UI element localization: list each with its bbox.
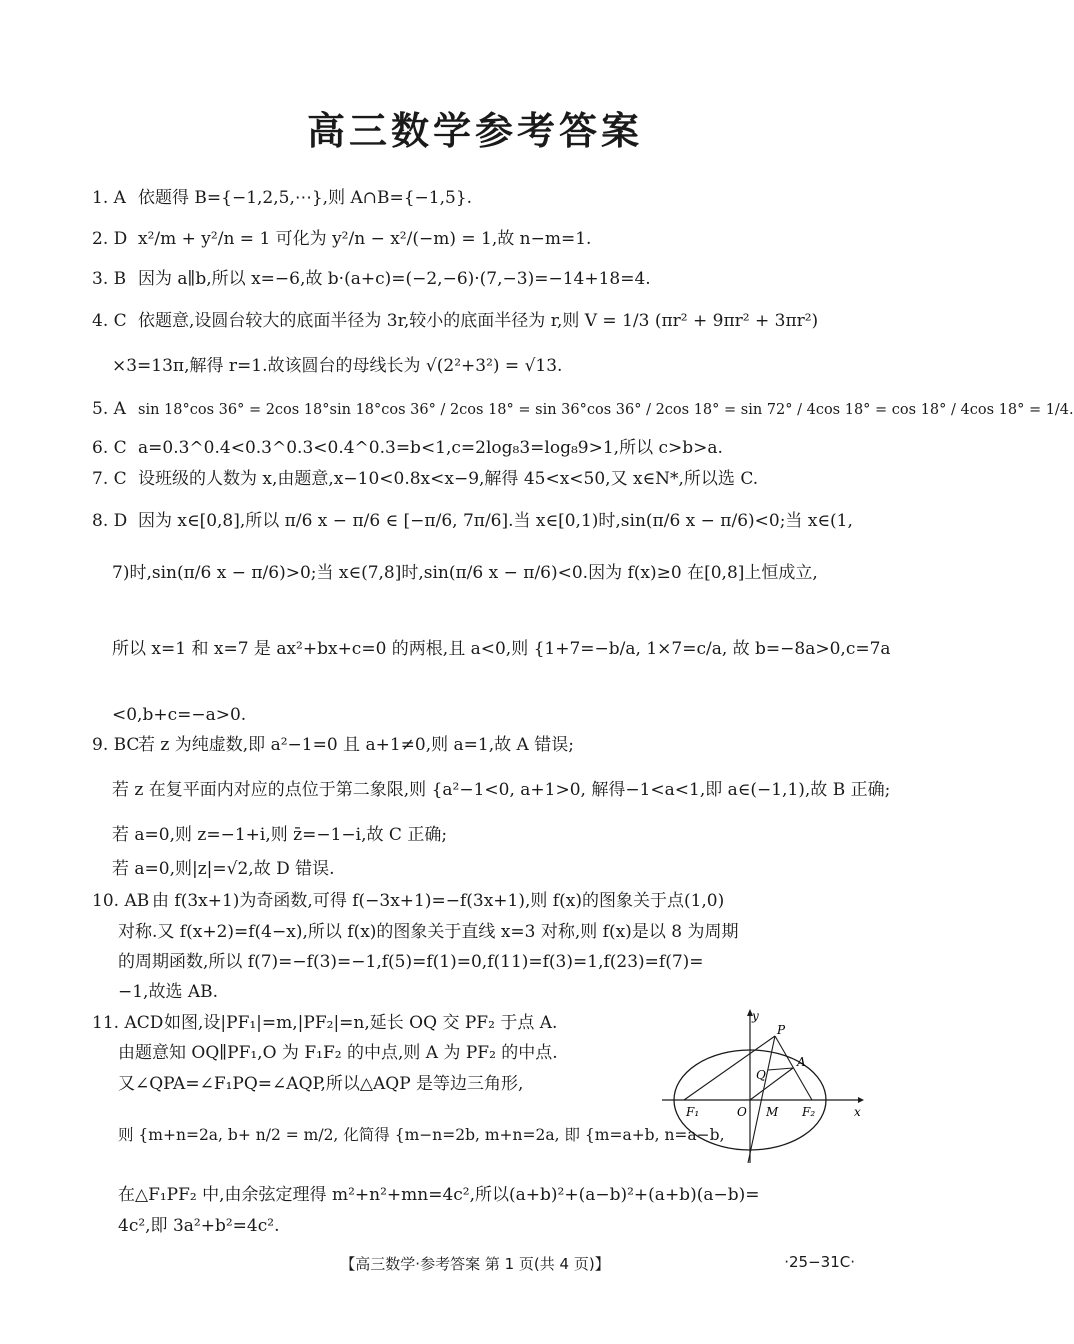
answer-text: 对称.又 f(x+2)=f(4−x),所以 f(x)的图象关于直线 x=3 对称,则 f(x)是以 8 为周期: [118, 922, 739, 942]
answer-line: [92, 734, 872, 756]
answer-line: [112, 779, 892, 801]
answer-line: [112, 824, 892, 846]
question-number: 6. C: [92, 438, 127, 458]
point-label-f1: F₁: [686, 1105, 700, 1119]
answer-text: 所以 x=1 和 x=7 是 ax²+bx+c=0 的两根,且 a<0,则 {1+7=−b/a, 1×7=c/a, 故 b=−8a>0,c=7a: [112, 639, 891, 659]
answer-line: [118, 1124, 725, 1146]
answer-text: 设班级的人数为 x,由题意,x−10<0.8x<x−9,解得 45<x<50,又 x∈N*,所以选 C.: [138, 469, 759, 489]
answer-text: 因为 x∈[0,8],所以 π/6 x − π/6 ∈ [−π/6, 7π/6].当 x∈[0,1)时,sin(π/6 x − π/6)<0;当 x∈(1,: [138, 511, 853, 531]
question-number: 8. D: [92, 511, 128, 531]
question-number: 1. A: [92, 188, 126, 208]
question-number: 4. C: [92, 311, 127, 331]
page-footer: [0, 1253, 950, 1277]
question-number: 2. D: [92, 229, 128, 249]
answer-text: a=0.3^0.4<0.3^0.3<0.4^0.3=b<1,c=2log₈3=log₈9>1,所以 c>b>a.: [138, 438, 723, 458]
page-title: 高三数学参考答案: [306, 109, 643, 153]
answer-line: [118, 1184, 898, 1206]
question-number: 5. A: [92, 399, 126, 419]
ellipse-diagram: [660, 1008, 865, 1168]
point-label-p: P: [777, 1023, 786, 1037]
answer-line: [112, 704, 892, 726]
footer-code: ·25−31C·: [784, 1253, 855, 1271]
question-number: 10. AB: [92, 891, 150, 911]
answer-line: [118, 951, 898, 973]
answer-line: [118, 1073, 658, 1095]
answer-line: [112, 858, 892, 880]
answer-line: [92, 228, 872, 250]
answer-text: x²/m + y²/n = 1 可化为 y²/n − x²/(−m) = 1,故 n−m=1.: [138, 229, 592, 249]
point-label-f2: F₂: [802, 1105, 816, 1119]
answer-line: [92, 510, 872, 532]
answer-text: 4c²,即 3a²+b²=4c².: [118, 1216, 280, 1236]
answer-line: [92, 398, 1074, 421]
answer-text: 依题得 B={−1,2,5,⋯},则 A∩B={−1,5}.: [138, 188, 473, 208]
answer-text: 则 {m+n=2a, b+ n/2 = m/2, 化简得 {m−n=2b, m+n=2a, 即 {m=a+b, n=a−b,: [118, 1126, 725, 1144]
answer-text: 若 a=0,则|z|=√2,故 D 错误.: [112, 859, 335, 879]
answer-text: 由题意知 OQ∥PF₁,O 为 F₁F₂ 的中点,则 A 为 PF₂ 的中点.: [118, 1043, 558, 1063]
answer-text: 由 f(3x+1)为奇函数,可得 f(−3x+1)=−f(3x+1),则 f(x)的图象关于点(1,0): [152, 891, 725, 911]
answer-text: 又∠QPA=∠F₁PQ=∠AQP,所以△AQP 是等边三角形,: [118, 1074, 524, 1094]
answer-line: [92, 890, 872, 912]
axis-label-y: y: [752, 1009, 759, 1023]
answer-text: −1,故选 AB.: [118, 982, 219, 1002]
answer-line: [118, 1042, 658, 1064]
answer-line: [112, 562, 892, 584]
question-number: 3. B: [92, 269, 127, 289]
question-number: 9. BC: [92, 735, 140, 755]
point-label-m: M: [766, 1105, 779, 1119]
answer-line: [92, 187, 872, 209]
answer-text: 的周期函数,所以 f(7)=−f(3)=−1,f(5)=f(1)=0,f(11)=f(3)=1,f(23)=f(7)=: [118, 952, 704, 972]
answer-text: 在△F₁PF₂ 中,由余弦定理得 m²+n²+mn=4c²,所以(a+b)²+(a−b)²+(a+b)(a−b)=: [118, 1185, 760, 1205]
answer-line: [118, 921, 898, 943]
question-number: 11. ACD: [92, 1013, 164, 1033]
answer-line: [92, 437, 872, 459]
footer-page-info: 【高三数学·参考答案 第 1 页(共 4 页)】: [340, 1255, 610, 1273]
answer-text: 7)时,sin(π/6 x − π/6)>0;当 x∈(7,8]时,sin(π/6 x − π/6)<0.因为 f(x)≥0 在[0,8]上恒成立,: [112, 563, 818, 583]
answer-line: [118, 1215, 898, 1237]
answer-text: 依题意,设圆台较大的底面半径为 3r,较小的底面半径为 r,则 V = 1/3 (πr² + 9πr² + 3πr²): [138, 311, 819, 331]
answer-line: [92, 1012, 652, 1034]
answer-line: [92, 310, 872, 332]
answer-line: [92, 268, 872, 290]
answer-line: [118, 981, 898, 1003]
x-axis-arrow: [858, 1097, 864, 1103]
answer-text: <0,b+c=−a>0.: [112, 705, 247, 725]
segment-qa: [768, 1068, 793, 1070]
answer-line: [112, 638, 892, 660]
point-label-a: A: [797, 1055, 806, 1069]
answer-text: ×3=13π,解得 r=1.故该圆台的母线长为 √(2²+3²) = √13.: [112, 356, 563, 376]
answer-text: 若 a=0,则 z=−1+i,则 z̄=−1−i,故 C 正确;: [112, 825, 448, 845]
answer-line: [112, 355, 892, 377]
answer-text: sin 18°cos 36° = 2cos 18°sin 18°cos 36° / 2cos 18° = sin 36°cos 36° / 2cos 18° = sin 72° / 4cos 18° = cos 18° / 4cos 18° = 1/4.: [138, 402, 1074, 418]
question-number: 7. C: [92, 469, 127, 489]
answer-text: 因为 a∥b,所以 x=−6,故 b·(a+c)=(−2,−6)·(7,−3)=−14+18=4.: [138, 269, 651, 289]
segment-pf2: [775, 1036, 812, 1100]
answer-text: 若 z 为纯虚数,即 a²−1=0 且 a+1≠0,则 a=1,故 A 错误;: [138, 735, 574, 755]
point-label-q: Q: [756, 1068, 766, 1082]
answer-line: [92, 468, 872, 490]
origin-label: O: [737, 1105, 747, 1119]
answer-text: 若 z 在复平面内对应的点位于第二象限,则 {a²−1<0, a+1>0, 解得−1<a<1,即 a∈(−1,1),故 B 正确;: [112, 780, 891, 800]
axis-label-x: x: [854, 1105, 861, 1119]
answer-text: 如图,设|PF₁|=m,|PF₂|=n,延长 OQ 交 PF₂ 于点 A.: [164, 1013, 558, 1033]
